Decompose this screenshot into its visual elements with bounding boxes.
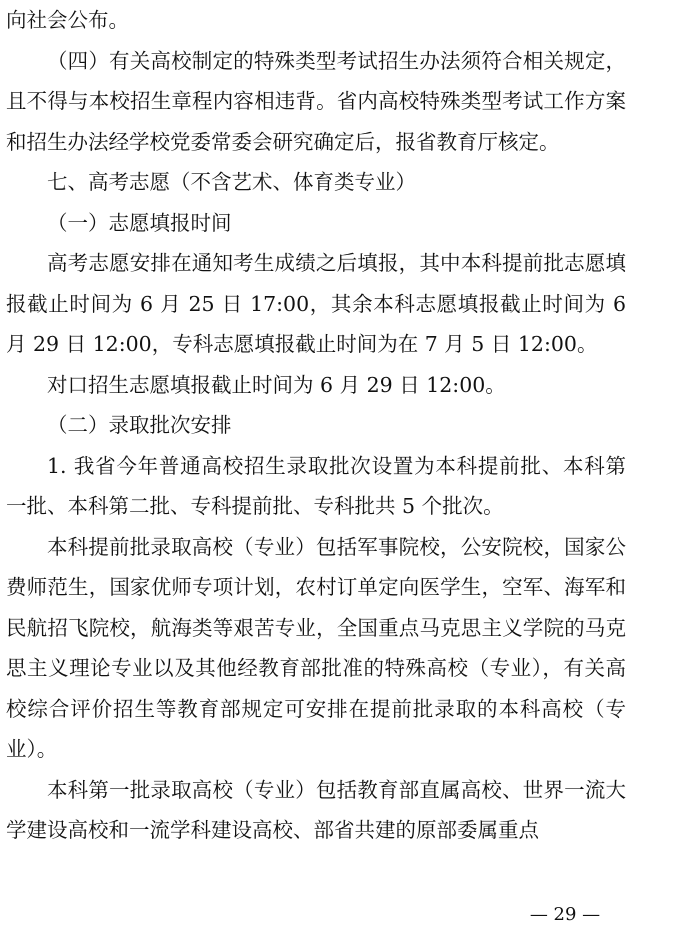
document-body: [6, 0, 626, 851]
subheading-filing-time: （一）志愿填报时间: [47, 210, 232, 235]
paragraph-vocational-deadline: 对口招生志愿填报截止时间为 6 月 29 日 12:00。: [47, 372, 506, 397]
paragraph-filing-deadlines: 高考志愿安排在通知考生成绩之后填报，其中本科提前批志愿填报截止时间为 6 月 25 日 17:00，其余本科志愿填报截止时间为 6 月 29 日 12:00，专科志愿填报截止时间为在 7 月 5 日 12:00。: [6, 251, 626, 356]
paragraph-first-batch: 本科第一批录取高校（专业）包括教育部直属高校、世界一流大学建设高校和一流学科建设高校、部省共建的原部委属重点: [6, 777, 626, 842]
paragraph-continuation: 向社会公布。: [6, 8, 129, 32]
paragraph-special-exam-rules: （四）有关高校制定的特殊类型考试招生办法须符合相关规定，且不得与本校招生章程内容相违背。省内高校特殊类型考试工作方案和招生办法经学校党委常委会研究确定后，报省教育厅核定。: [6, 48, 626, 154]
subheading-admission-batches: （二）录取批次安排: [47, 413, 232, 437]
paragraph-batch-settings: 1. 我省今年普通高校招生录取批次设置为本科提前批、本科第一批、本科第二批、专科提前批、专科批共 5 个批次。: [6, 453, 626, 518]
section-heading-note: （不含艺术、体育类专业）: [170, 170, 416, 194]
section-heading-title: 七、高考志愿: [47, 170, 170, 194]
paragraph-early-batch: 本科提前批录取高校（专业）包括军事院校，公安院校，国家公费师范生，国家优师专项计划，农村订单定向医学生，空军、海军和民航招飞院校，航海类等艰苦专业，全国重点马克思主义学院的马克思主义理论专业以及其他经教育部批准的特殊高校（专业），有关高校综合评价招生等教育部规定可安排在提前批录取的本科高校（专业）。: [6, 534, 626, 761]
section-heading-gaokao-preferences: [6, 162, 626, 203]
page-number: — 29 —: [529, 904, 601, 925]
